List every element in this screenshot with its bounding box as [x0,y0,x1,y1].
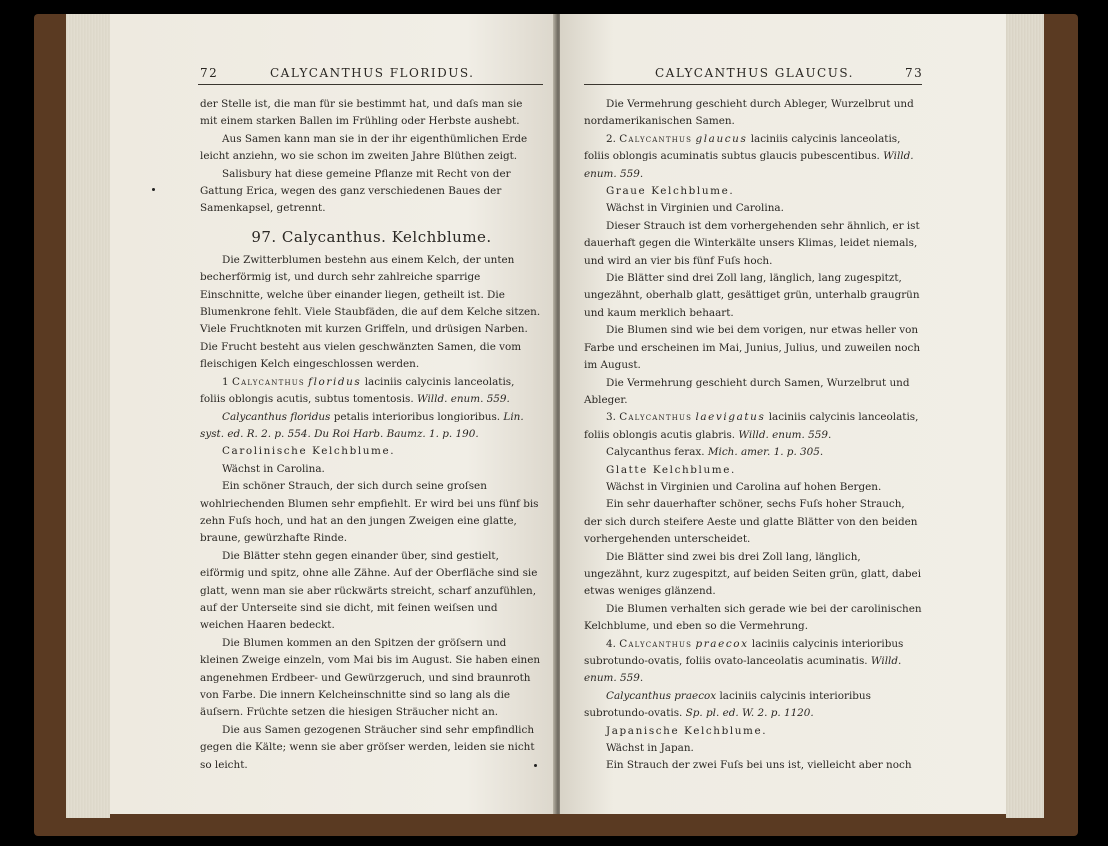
species-3-para-1: Ein sehr dauerhafter schöner, sechs Fuſs hoher Strauch, der sich durch steifere Aeste und glatte Blätter von den beiden vorhergehenden unterscheidet. [584,498,918,546]
species-1-synonym: Calycanthus floridus petalis interioribus longioribus. Lin. syst. ed. R. 2. p. 554. Du Roi Harb. Baumz. 1. p. 190. [200,410,524,440]
species-4-common-name: Japanische Kelchblume. [606,724,768,737]
species-4-habitat: Wächst in Japan. [606,742,694,755]
species-1-para-1: Ein schöner Strauch, der sich durch seine groſsen wohlriechenden Blumen sehr empfiehlt. Er wird bei uns fünf bis zehn Fuſs hoch, und hat an den jungen Zweigen eine glatte, braune, gewürzhafte Rinde. [200,480,539,545]
species-4-synonym: Calycanthus praecox laciniis calycinis interioribus subrotundo-ovatis. Sp. pl. ed. W. 2. p. 1120. [584,689,871,720]
page-edges-right [1006,14,1044,818]
species-2-para-1: Dieser Strauch ist dem vorhergehenden sehr ähnlich, er ist dauerhaft gegen die Winterkälte unsers Klimas, leidet niemals, und wird an vier bis fünf Fuſs hoch. [584,219,920,267]
species-1-para-2: Die Blätter stehn gegen einander über, sind gestielt, eiförmig und spitz, ohne alle Zähne. Auf der Oberfläche sind sie glatt, wenn man sie aber rückwärts streicht, scharf anzufühlen, auf der Unterseite sind sie dicht, mit feinen weiſsen und weichen Haaren bedeckt. [200,549,538,632]
left-page-number: 72 [200,66,219,80]
species-3-synonym: Calycanthus ferax. Mich. amer. 1. p. 305. [606,446,824,459]
left-running-head: CALYCANTHUS FLORIDUS. [270,66,475,80]
left-header-rule [198,84,543,85]
species-2-entry: 2. Calycanthus glaucus laciniis calycinis lanceolatis, foliis oblongis acuminatis subtus glaucis pubescentibus. Willd. enum. 559. [584,132,914,180]
species-3-para-2: Die Blätter sind zwei bis drei Zoll lang, länglich, ungezähnt, kurz zugespitzt, auf beiden Seiten grün, glatt, dabei etwas weniges glänzend. [584,550,922,598]
page-edges-left [66,14,110,818]
species-1-para-3: Die Blumen kommen an den Spitzen der gröſsern und kleinen Zweige einzeln, vom Mai bis im August. Sie haben einen angenehmen Erdbeer- und Gewürzgeruch, und sind braunroth von Farbe. Die innern Kelcheinschnitte sind so lang als die äuſsern. Früchte setzen die hiesigen Sträucher nicht an. [200,636,541,719]
left-text-block [200,96,543,774]
ink-speck [152,188,155,191]
species-1-para-4: Die aus Samen gezogenen Sträucher sind sehr empfindlich gegen die Kälte; wenn sie aber gröſser werden, leiden sie nicht so leicht. [200,723,535,771]
species-3-para-3: Die Blumen verhalten sich gerade wie bei der carolinischen Kelchblume, und eben so die Vermehrung. [584,602,922,633]
ink-speck [534,764,537,767]
species-2-para-3: Die Blumen sind wie bei dem vorigen, nur etwas heller von Farbe und erscheinen im Mai, Junius, Julius, und zuweilen noch im August. [584,324,921,372]
species-2-para-2: Die Blätter sind drei Zoll lang, länglich, lang zugespitzt, ungezähnt, oberhalb glatt, gesättiget grün, unterhalb graugrün und kaum merklich behaart. [584,272,920,319]
species-1-habitat: Wächst in Carolina. [222,462,325,475]
right-running-head: CALYCANTHUS GLAUCUS. [655,66,854,80]
left-line-1: der Stelle ist, die man für sie bestimmt hat, und daſs man sie mit einem starken Ballen im Frühling oder Herbste aushebt. [200,98,523,128]
genus-description: Die Zwitterblumen bestehn aus einem Kelch, der unten becherförmig ist, und durch sehr zahlreiche sparrige Einschnitte, welche über einander liegen, getheilt ist. Die Blumenkrone fehlt. Viele Staubfäden, die auf dem Kelche sitzen. Viele Fruchtknoten mit kurzen Griffeln, und drüsigen Narben. Die Frucht besteht aus vielen geschwänzten Samen, die vom fleischigen Kelch eingeschlossen werden. [200,253,541,371]
left-line-2: Aus Samen kann man sie in der ihr eigenthümlichen Erde leicht anziehn, wo sie schon im zweiten Jahre Blüthen zeigt. [200,132,528,163]
species-1-common-name: Carolinische Kelchblume. [222,445,396,458]
right-header-rule [584,84,922,85]
species-4-para-1: Ein Strauch der zwei Fuſs bei uns ist, vielleicht aber noch [606,759,912,772]
species-4-entry: 4. Calycanthus praecox laciniis calycinis interioribus subrotundo-ovatis, foliis ovato-lanceolatis acuminatis. Willd. enum. 559. [584,637,904,685]
right-page-number: 73 [905,66,924,80]
species-3-entry: 3. Calycanthus laevigatus laciniis calycinis lanceolatis, foliis oblongis acutis glabris. Willd. enum. 559. [584,411,919,441]
right-text-block [584,96,922,775]
left-page [110,14,556,814]
genus-heading: 97. Calycanthus. Kelchblume. [251,227,492,246]
species-1-entry: 1 Calycanthus floridus laciniis calycinis lanceolatis, foliis oblongis acutis, subtus tomentosis. Willd. enum. 559. [200,375,515,406]
species-2-common-name: Graue Kelchblume. [606,185,735,198]
right-page [560,14,1006,814]
species-2-para-4: Die Vermehrung geschieht durch Samen, Wurzelbrut und Ableger. [584,376,910,406]
species-3-common-name: Glatte Kelchblume. [606,463,736,476]
left-line-3: Salisbury hat diese gemeine Pflanze mit Recht von der Gattung Erica, wegen des ganz verschiedenen Baues der Samenkapsel, getrennt. [200,167,511,215]
right-para-1: Die Vermehrung geschieht durch Ableger, Wurzelbrut und nordamerikanischen Samen. [584,98,914,128]
species-3-habitat: Wächst in Virginien und Carolina auf hohen Bergen. [606,480,882,493]
species-2-habitat: Wächst in Virginien und Carolina. [606,202,784,215]
